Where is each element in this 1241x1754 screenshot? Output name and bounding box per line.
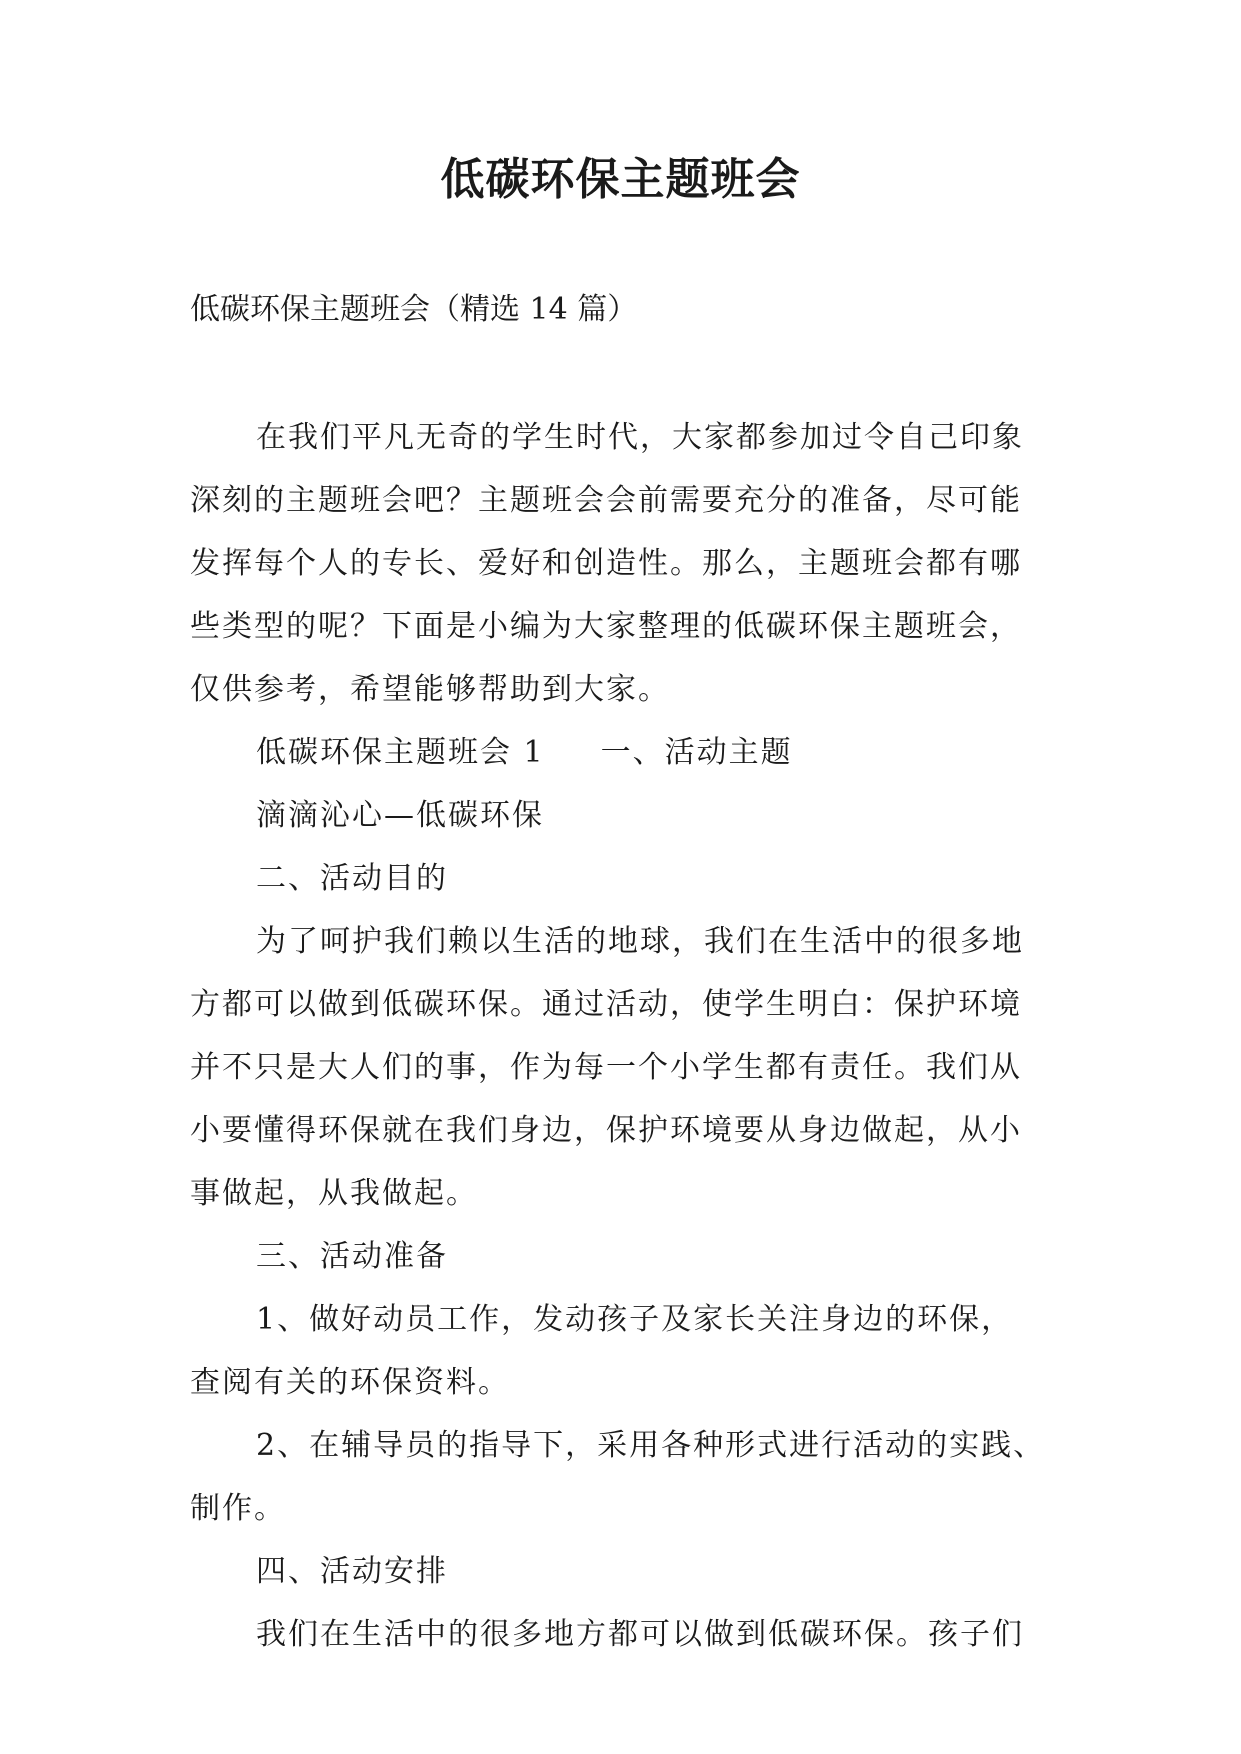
document-body bbox=[190, 406, 1060, 1666]
paragraph-line: 查阅有关的环保资料。 bbox=[190, 1365, 510, 1400]
paragraph-line: 为了呵护我们赖以生活的地球，我们在生活中的很多地 bbox=[256, 924, 1024, 959]
paragraph-line: 制作。 bbox=[190, 1491, 286, 1526]
document-title: 低碳环保主题班会 bbox=[440, 154, 801, 205]
paragraph-line: 深刻的主题班会吧？主题班会会前需要充分的准备，尽可能 bbox=[190, 483, 1022, 518]
paragraph-line: 我们在生活中的很多地方都可以做到低碳环保。孩子们 bbox=[256, 1617, 1024, 1652]
paragraph-line: 并不只是大人们的事，作为每一个小学生都有责任。我们从 bbox=[190, 1050, 1022, 1085]
section-title: 低碳环保主题班会 1 bbox=[256, 735, 545, 770]
paragraph-line: 仅供参考，希望能够帮助到大家。 bbox=[190, 672, 670, 707]
document-subtitle: 低碳环保主题班会（精选 14 篇） bbox=[190, 292, 638, 327]
paragraph-line: 滴滴沁心—低碳环保 bbox=[256, 798, 544, 833]
section-heading: 二、活动目的 bbox=[256, 861, 448, 896]
section-line bbox=[190, 721, 1060, 784]
paragraph-line: 事做起，从我做起。 bbox=[190, 1176, 478, 1211]
paragraph-line: 2、在辅导员的指导下，采用各种形式进行活动的实践、 bbox=[256, 1428, 1046, 1463]
section-heading: 三、活动准备 bbox=[256, 1239, 448, 1274]
paragraph-line: 1、做好动员工作，发动孩子及家长关注身边的环保， bbox=[256, 1302, 1014, 1337]
paragraph-line: 方都可以做到低碳环保。通过活动，使学生明白：保护环境 bbox=[190, 987, 1022, 1022]
paragraph-line: 发挥每个人的专长、爱好和创造性。那么，主题班会都有哪 bbox=[190, 546, 1022, 581]
section-heading: 一、活动主题 bbox=[600, 735, 793, 770]
paragraph-line: 在我们平凡无奇的学生时代，大家都参加过令自己印象 bbox=[256, 420, 1024, 455]
paragraph-line: 些类型的呢？下面是小编为大家整理的低碳环保主题班会， bbox=[190, 609, 1022, 644]
paragraph-line: 小要懂得环保就在我们身边，保护环境要从身边做起，从小 bbox=[190, 1113, 1022, 1148]
section-heading: 四、活动安排 bbox=[256, 1554, 448, 1589]
